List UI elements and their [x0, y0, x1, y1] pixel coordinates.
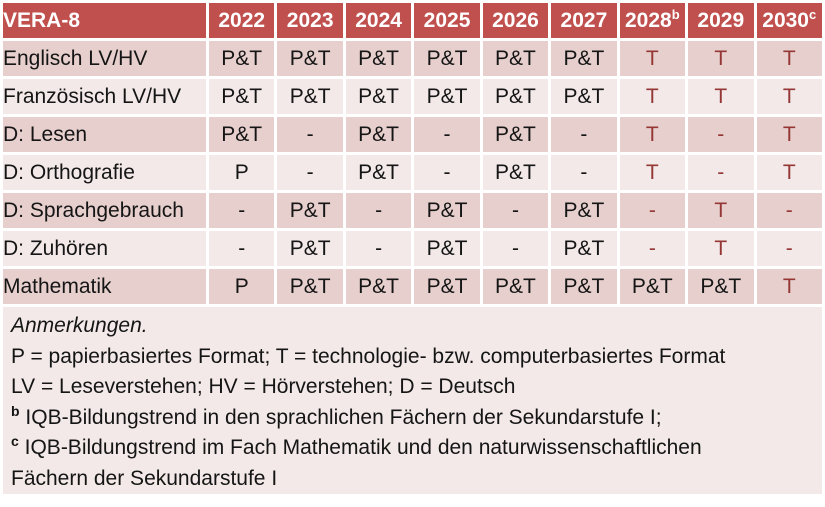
table-cell: P&T	[414, 79, 479, 114]
note-line	[11, 372, 822, 403]
note-line	[11, 311, 822, 342]
table-cell: P&T	[209, 79, 274, 114]
note-text: Anmerkungen.	[11, 314, 148, 337]
table-cell: -	[414, 117, 479, 152]
table-cell: P&T	[551, 193, 616, 228]
year-header: 2027	[551, 3, 616, 38]
year-header: 2022	[209, 3, 274, 38]
table-cell: P&T	[277, 41, 342, 76]
table-cell: P&T	[688, 269, 753, 304]
table-cell: T	[757, 41, 823, 76]
table-cell: -	[688, 155, 753, 190]
table-cell: -	[620, 231, 685, 266]
table-cell: T	[688, 79, 753, 114]
table-cell: P&T	[277, 231, 342, 266]
table-cell: P&T	[346, 79, 411, 114]
table-cell: P&T	[209, 41, 274, 76]
table-cell: P&T	[346, 269, 411, 304]
notes-block	[3, 307, 822, 494]
table-cell: P&T	[277, 269, 342, 304]
year-header: 2024	[346, 3, 411, 38]
table-cell: P&T	[209, 117, 274, 152]
table-cell: -	[620, 193, 685, 228]
table-cell: -	[346, 231, 411, 266]
note-line	[11, 433, 822, 464]
year-header: 2025	[414, 3, 479, 38]
table-cell: P&T	[551, 41, 616, 76]
table-cell: P&T	[551, 269, 616, 304]
table-row	[3, 155, 822, 190]
table-cell: -	[688, 117, 753, 152]
table-cell: -	[209, 231, 274, 266]
note-line	[11, 403, 822, 434]
table-cell: P&T	[346, 41, 411, 76]
table-cell: -	[277, 117, 342, 152]
table-cell: T	[757, 155, 823, 190]
table-row	[3, 41, 822, 76]
table-cell: P&T	[483, 41, 548, 76]
table-cell: T	[688, 193, 753, 228]
note-text: LV = Leseverstehen; HV = Hörverstehen; D = Deutsch	[11, 375, 516, 398]
year-footnote-marker: c	[808, 6, 817, 22]
year-header: 2026	[483, 3, 548, 38]
note-text: P = papierbasiertes Format; T = technologie- bzw. computerbasiertes Format	[11, 344, 726, 368]
table-cell: P&T	[483, 269, 548, 304]
table-cell: P&T	[551, 79, 616, 114]
year-header: 2028$^b$	[620, 3, 685, 38]
table-cell: -	[209, 193, 274, 228]
table-cell: P&T	[620, 269, 685, 304]
row-label: D: Orthografie	[3, 155, 206, 190]
note-footnote-marker: c	[11, 433, 19, 449]
row-label: Englisch LV/HV	[3, 41, 206, 76]
table-cell: T	[757, 117, 823, 152]
row-label: Mathematik	[3, 269, 206, 304]
table-cell: P&T	[277, 193, 342, 228]
table-title: VERA-8	[3, 3, 206, 38]
row-label: D: Zuhören	[3, 231, 206, 266]
table-cell: T	[620, 155, 685, 190]
table-cell: T	[620, 79, 685, 114]
table-cell: P&T	[414, 193, 479, 228]
table-cell: P&T	[551, 231, 616, 266]
table-cell: P&T	[414, 269, 479, 304]
year-header: 2030$^c$	[757, 3, 823, 38]
year-footnote-marker: b	[671, 6, 680, 22]
note-footnote-marker: b	[11, 402, 20, 419]
header-row	[3, 3, 822, 38]
year-header: 2023	[277, 3, 342, 38]
table-cell: -	[757, 193, 823, 228]
table-row	[3, 231, 822, 266]
table-cell: -	[414, 155, 479, 190]
table-cell: T	[620, 117, 685, 152]
table-cell: -	[551, 155, 616, 190]
table-cell: T	[620, 41, 685, 76]
note-text: IQB-Bildungstrend in den sprachlichen Fächern der Sekundarstufe I;	[25, 405, 662, 429]
table-cell: T	[688, 231, 753, 266]
table-cell: P&T	[414, 231, 479, 266]
note-line	[11, 464, 822, 495]
table-cell: -	[346, 193, 411, 228]
table-cell: T	[688, 41, 753, 76]
table-row	[3, 117, 822, 152]
table-cell: -	[551, 117, 616, 152]
table-cell: -	[277, 155, 342, 190]
table-cell: P	[209, 269, 274, 304]
table-cell: -	[483, 193, 548, 228]
note-text: IQB-Bildungstrend im Fach Mathematik und den naturwissenschaftlichen	[24, 436, 702, 459]
table-cell: P	[209, 155, 274, 190]
table-row	[3, 193, 822, 228]
table-cell: P&T	[483, 117, 548, 152]
row-label: D: Lesen	[3, 117, 206, 152]
table-cell: P&T	[277, 79, 342, 114]
table-row	[3, 79, 822, 114]
table-cell: P&T	[414, 41, 479, 76]
table-body	[3, 41, 822, 304]
table-cell: -	[757, 231, 823, 266]
note-line	[11, 342, 822, 373]
table-cell: P&T	[346, 155, 411, 190]
year-header: 2029	[688, 3, 753, 38]
table-cell: T	[757, 269, 823, 304]
table-row	[3, 269, 822, 304]
table-cell: P&T	[483, 155, 548, 190]
table-cell: T	[757, 79, 823, 114]
table-cell: P&T	[483, 79, 548, 114]
row-label: Französisch LV/HV	[3, 79, 206, 114]
note-text: Fächern der Sekundarstufe I	[11, 466, 278, 490]
table-cell: P&T	[346, 117, 411, 152]
row-label: D: Sprachgebrauch	[3, 193, 206, 228]
table-cell: -	[483, 231, 548, 266]
